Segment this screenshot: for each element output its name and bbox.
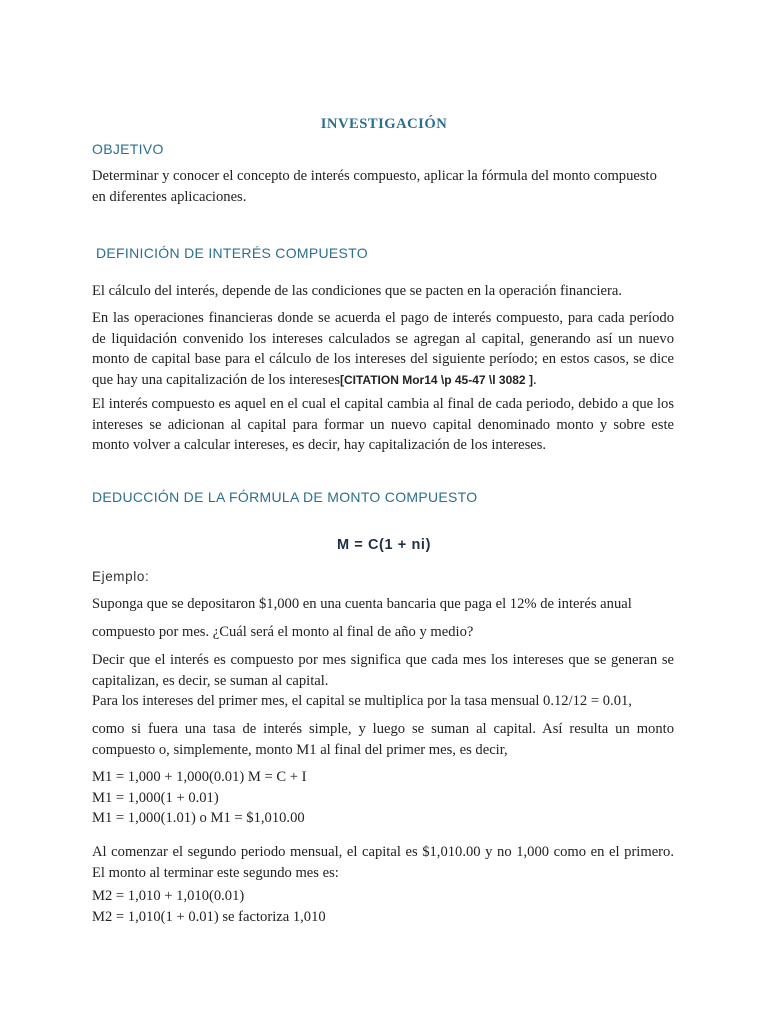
equation-line: M1 = 1,000 + 1,000(0.01) M = C + I <box>92 769 307 785</box>
definicion-paragraph-2-end: . <box>532 371 537 388</box>
equation-line: M1 = 1,000(1.01) o M1 = $1,010.00 <box>92 810 305 826</box>
equations-month-1 <box>92 767 674 829</box>
example-label: Ejemplo: <box>92 569 150 584</box>
equation-line: M2 = 1,010 + 1,010(0.01) <box>92 888 245 904</box>
example-paragraph-5: como si fuera una tasa de interés simple, y luego se suman al capital. Así resulta un monto compuesto o, simplemente, monto M1 al final del primer mes, es decir, <box>92 721 674 758</box>
equation-line: M1 = 1,000(1 + 0.01) <box>92 789 219 806</box>
example-line-2: compuesto por mes. ¿Cuál será el monto al final de año y medio? <box>92 624 474 640</box>
example-paragraph-3: Decir que el interés es compuesto por mes significa que cada mes los intereses que se generan se capitalizan, es decir, se suman al capital. <box>92 652 674 689</box>
equation-line: M2 = 1,010(1 + 0.01) se factoriza 1,010 <box>92 908 326 925</box>
objetivo-text: Determinar y conocer el concepto de interés compuesto, aplicar la fórmula del monto compuesto en diferentes aplicaciones. <box>92 168 657 205</box>
definicion-paragraph-3: El interés compuesto es aquel en el cual el capital cambia al final de cada periodo, debido a que los intereses se adicionan al capital para formar un nuevo capital denominado monto y sobre este monto volver a calcular intereses, es decir, hay capitalización de los intereses. <box>92 396 674 453</box>
page-title: INVESTIGACIÓN <box>320 116 448 132</box>
definicion-paragraph-2-text: En las operaciones financieras donde se acuerda el pago de interés compuesto, para cada período de liquidación convenido los intereses calculados se agregan al capital, generando así un nuevo monto de capital base para el cálculo de los intereses del siguiente período; en estos casos, se dice que hay una capitalización de los intereses <box>92 310 674 388</box>
definicion-paragraph-1: El cálculo del interés, depende de las condiciones que se pacten en la operación financiera. <box>92 283 622 299</box>
monto-formula: M = C(1 + ni) <box>336 537 431 553</box>
citation-field: [CITATION Mor14 \p 45-47 \l 3082 ] <box>340 372 533 387</box>
definicion-paragraph-2 <box>92 308 674 390</box>
example-paragraph-6: Al comenzar el segundo periodo mensual, el capital es $1,010.00 y no 1,000 como en el primero. El monto al terminar este segundo mes es: <box>92 844 674 881</box>
objetivo-heading: OBJETIVO <box>92 141 164 157</box>
equations-month-2 <box>92 886 674 927</box>
example-line-1: Suponga que se depositaron $1,000 en una cuenta bancaria que paga el 12% de interés anual <box>92 596 632 612</box>
deduccion-heading: DEDUCCIÓN DE LA FÓRMULA DE MONTO COMPUESTO <box>92 489 478 505</box>
example-paragraph-4: Para los intereses del primer mes, el capital se multiplica por la tasa mensual 0.12/12 = 0.01, <box>92 693 632 709</box>
definicion-heading: DEFINICIÓN DE INTERÉS COMPUESTO <box>96 245 368 261</box>
